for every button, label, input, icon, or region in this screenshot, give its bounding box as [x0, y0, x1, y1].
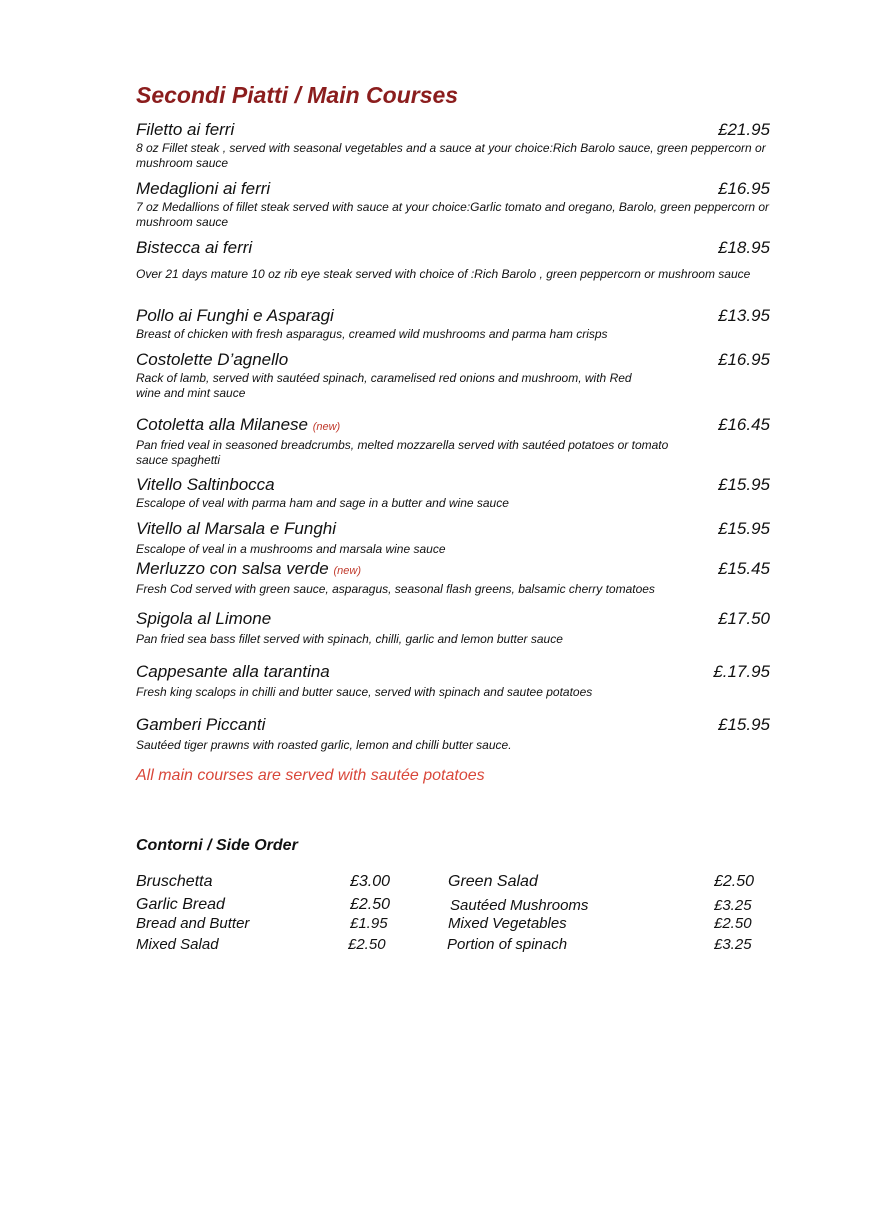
item-price: £17.50 — [718, 609, 770, 628]
item-description: Breast of chicken with fresh asparagus, creamed wild mushrooms and parma ham crisps — [136, 327, 608, 341]
side-item-name: Bread and Butter — [136, 915, 250, 932]
menu-item-filetto — [136, 120, 770, 171]
item-name: Vitello al Marsala e Funghi — [136, 519, 337, 538]
side-item-price: £3.00 — [350, 873, 391, 890]
side-item-price: £1.95 — [350, 915, 388, 932]
item-price: £16.45 — [718, 415, 770, 434]
item-price: £15.45 — [718, 559, 770, 578]
side-order-title: Contorni / Side Order — [136, 837, 298, 854]
item-description: 7 oz Medallions of fillet steak served with sauce at your choice:Garlic tomato and oregano, Barolo, green peppercorn or mushroom sauce — [136, 200, 770, 229]
item-name: Spigola al Limone — [136, 609, 272, 628]
side-item-name: Garlic Bread — [136, 896, 225, 913]
side-item-name: Mixed Vegetables — [448, 915, 567, 932]
item-name: Cappesante alla tarantina — [136, 662, 330, 681]
menu-item-vitello-saltinbocca — [136, 475, 770, 511]
side-item-name: Green Salad — [448, 873, 538, 890]
item-description: Escalope of veal in a mushrooms and marsala wine sauce — [136, 542, 446, 556]
side-item-price: £2.50 — [348, 936, 386, 953]
menu-item-costolette — [136, 350, 770, 401]
item-price: £15.95 — [718, 519, 770, 538]
menu-item-spigola — [136, 609, 770, 647]
side-item-name: Portion of spinach — [447, 936, 568, 953]
item-name: Merluzzo con salsa verde — [136, 559, 329, 578]
item-name: Bistecca ai ferri — [136, 238, 253, 257]
item-name: Gamberi Piccanti — [136, 715, 266, 734]
item-description: Escalope of veal with parma ham and sage in a butter and wine sauce — [136, 496, 509, 510]
menu-item-cappesante — [136, 662, 770, 700]
item-name: Filetto ai ferri — [136, 120, 235, 139]
item-description: Rack of lamb, served with sautéed spinach, caramelised red onions and mushroom, with Red wine and mint sauce — [136, 371, 632, 400]
page-title: Secondi Piatti / Main Courses — [136, 82, 459, 108]
item-description: Over 21 days mature 10 oz rib eye steak served with choice of :Rich Barolo , green peppercorn or mushroom sauce — [136, 267, 751, 281]
side-item-name: Bruschetta — [136, 873, 213, 890]
item-name: Costolette D’agnello — [136, 350, 289, 369]
item-description: Fresh king scalops in chilli and butter sauce, served with spinach and sautee potatoes — [136, 685, 593, 699]
item-price: £15.95 — [718, 715, 770, 734]
menu-item-vitello-marsala — [136, 519, 770, 557]
item-price: £.17.95 — [713, 662, 770, 681]
item-price: £16.95 — [718, 350, 770, 369]
item-name: Vitello Saltinbocca — [136, 475, 275, 494]
side-item-price: £2.50 — [350, 896, 391, 913]
menu-item-medaglioni — [136, 179, 770, 230]
menu-item-cotoletta — [136, 415, 770, 468]
item-price: £16.95 — [718, 179, 770, 198]
item-price: £21.95 — [718, 120, 770, 139]
item-name: Medaglioni ai ferri — [136, 179, 271, 198]
menu-item-gamberi — [136, 715, 770, 753]
item-description: Pan fried veal in seasoned breadcrumbs, melted mozzarella served with sautéed potatoes or tomato sauce spaghetti — [136, 438, 669, 467]
item-description: 8 oz Fillet steak , served with seasonal vegetables and a sauce at your choice:Rich Barolo sauce, green peppercorn or mushroom sauce — [136, 141, 766, 170]
menu-item-pollo — [136, 306, 770, 342]
item-description: Pan fried sea bass fillet served with spinach, chilli, garlic and lemon butter sauce — [136, 632, 563, 646]
new-badge: (new) — [312, 421, 341, 433]
side-item-name: Sautéed Mushrooms — [450, 897, 589, 914]
new-badge: (new) — [333, 565, 362, 577]
side-item-price: £3.25 — [714, 936, 752, 953]
item-price: £18.95 — [718, 238, 770, 257]
item-price: £13.95 — [718, 306, 770, 325]
menu-item-merluzzo — [136, 559, 770, 597]
side-item-name: Mixed Salad — [136, 936, 219, 953]
item-description: Fresh Cod served with green sauce, asparagus, seasonal flash greens, balsamic cherry tomatoes — [136, 582, 655, 596]
menu-item-bistecca — [136, 238, 770, 282]
item-name: Pollo ai Funghi e Asparagi — [136, 306, 334, 325]
item-description: Sautéed tiger prawns with roasted garlic, lemon and chilli butter sauce. — [136, 738, 512, 752]
side-item-price: £3.25 — [714, 897, 752, 914]
served-with-note: All main courses are served with sautée potatoes — [136, 767, 485, 784]
side-item-price: £2.50 — [714, 915, 752, 932]
item-price: £15.95 — [718, 475, 770, 494]
item-name: Cotoletta alla Milanese — [136, 415, 308, 434]
side-item-price: £2.50 — [714, 873, 755, 890]
